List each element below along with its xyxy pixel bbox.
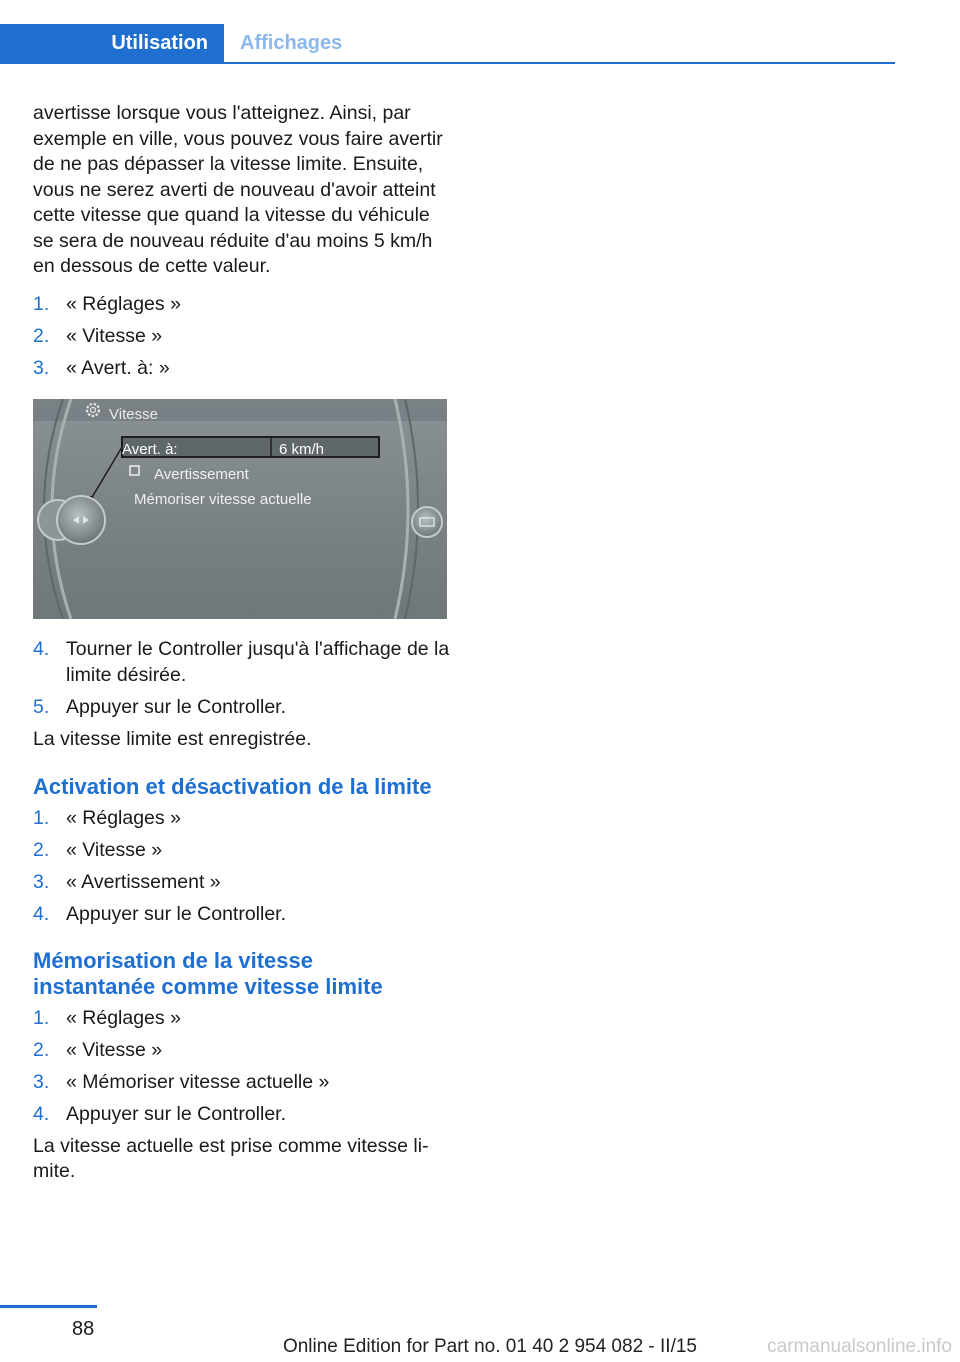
page-number: 88	[72, 1318, 95, 1340]
step-number: 5.	[33, 695, 50, 718]
list-item	[33, 1006, 453, 1032]
step-text: « Réglages »	[66, 1006, 181, 1029]
menu-item-avertissement[interactable]: Avertissement	[154, 466, 249, 483]
step-number: 4.	[33, 1102, 50, 1125]
steps-list-activation	[33, 806, 453, 928]
footer-rule	[0, 1305, 97, 1308]
step-number: 4.	[33, 903, 50, 925]
main-content	[33, 101, 453, 1185]
list-item	[33, 695, 453, 721]
step-number: 3.	[33, 871, 50, 893]
step-number: 3.	[33, 356, 50, 379]
list-item	[33, 870, 453, 896]
step-number: 2.	[33, 1038, 50, 1061]
menu-item-avert[interactable]: Avert. à:	[122, 441, 178, 458]
result-text: La vitesse limite est enregistrée.	[33, 727, 312, 750]
step-text: Appuyer sur le Controller.	[66, 695, 287, 718]
step-text: « Avert. à: »	[66, 356, 170, 379]
result-text-2: La vitesse actuelle est prise comme vitesse li-mite.	[33, 1134, 429, 1182]
menu-button-icon	[412, 507, 442, 537]
tab-affichages[interactable]: Affichages	[240, 32, 343, 54]
step-number: 1.	[33, 1006, 50, 1029]
list-item	[33, 637, 453, 688]
step-text: « Vitesse »	[66, 324, 163, 347]
list-item	[33, 1102, 453, 1128]
step-number: 1.	[33, 807, 50, 829]
step-number: 3.	[33, 1070, 50, 1093]
screen-title: Vitesse	[109, 406, 158, 423]
list-item	[33, 356, 453, 382]
idrive-screen-illustration	[33, 399, 447, 619]
steps-list-b	[33, 637, 453, 720]
steps-list-a	[33, 292, 453, 382]
list-item	[33, 1070, 453, 1096]
menu-item-memoriser[interactable]: Mémoriser vitesse actuelle	[134, 491, 312, 508]
step-number: 1.	[33, 292, 50, 315]
step-text: « Vitesse »	[66, 1038, 163, 1061]
intro-paragraph: avertisse lorsque vous l'atteignez. Ainsi, par exemple en ville, vous pouvez vous faire avertir de ne pas dépasser la vitesse limite. Ensuite, vous ne serez averti de nouveau d'avoir atteint cette vitesse que quand la vitesse du véhicule se sera de nouveau réduite d'au moins 5 km/h en dessous de cette valeur.	[33, 102, 443, 277]
step-text: Appuyer sur le Controller.	[66, 1102, 287, 1125]
step-number: 2.	[33, 324, 50, 347]
steps-list-memorisation	[33, 1006, 453, 1128]
menu-item-value: 6 km/h	[279, 441, 325, 458]
edition-text: Online Edition for Part no. 01 40 2 954 082 - II/15	[282, 1336, 697, 1357]
step-number: 4.	[33, 638, 50, 660]
step-text: « Mémoriser vitesse actuelle »	[66, 1070, 330, 1093]
step-text: Appuyer sur le Controller.	[66, 903, 287, 925]
list-item	[33, 1038, 453, 1064]
step-text: Tourner le Controller jusqu'à l'affichage de la limite désirée.	[66, 638, 450, 686]
step-number: 2.	[33, 839, 50, 861]
list-item	[33, 292, 453, 318]
step-text: « Avertissement »	[66, 871, 221, 893]
tab-utilisation[interactable]: Utilisation	[0, 24, 224, 62]
list-item	[33, 324, 453, 350]
step-text: « Réglages »	[66, 807, 181, 829]
watermark: carmanualsonline.info	[767, 1336, 952, 1357]
step-text: « Vitesse »	[66, 839, 163, 861]
step-text: « Réglages »	[66, 292, 181, 315]
section-heading-activation: Activation et désactivation de la limite	[33, 774, 432, 799]
list-item	[33, 902, 453, 928]
list-item	[33, 838, 453, 864]
section-heading-memorisation: Mémorisation de la vitesse instantanée comme vitesse limite	[33, 947, 383, 999]
list-item	[33, 806, 453, 832]
controller-arrows-icon	[38, 496, 105, 544]
